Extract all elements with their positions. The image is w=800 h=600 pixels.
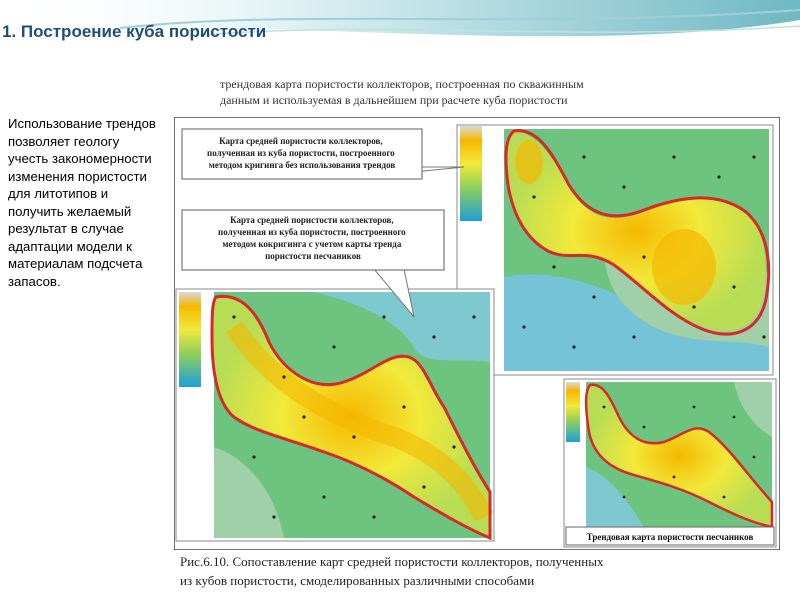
map-kriging bbox=[457, 125, 773, 375]
map-cokriging bbox=[176, 289, 494, 541]
callout-kriging-line-3: методом кригинга без использования трендов bbox=[208, 160, 396, 170]
color-scale bbox=[566, 382, 580, 442]
callout-cokriging-line-3: методом кокригинга с учетом карты тренда bbox=[222, 239, 402, 249]
callout-cokriging-line-4: пористости песчаников bbox=[265, 251, 361, 261]
color-scale bbox=[179, 292, 201, 387]
sidebar-text: Использование трендов позволяет геологу учесть закономерности изменения пористости для литотипов и получить желаемый результат в случае адаптации модели к материалам подсчета запасов. bbox=[8, 116, 156, 289]
svg-text:Карта средней пористости колле bbox=[207, 136, 397, 170]
top-caption-line-1: трендовая карта пористости коллекторов, построенная по скважинным bbox=[220, 77, 584, 91]
callout-kriging-line-1: Карта средней пористости коллекторов, bbox=[219, 136, 383, 146]
color-scale bbox=[460, 126, 482, 221]
page-title: 1. Построение куба пористости bbox=[2, 22, 267, 41]
figure-caption-line-2: из кубов пористости, смоделированных различными способами bbox=[180, 573, 535, 588]
porosity-maps-figure bbox=[174, 117, 780, 550]
callout-kriging bbox=[182, 129, 464, 179]
figure-caption-line-1: Рис.6.10. Сопоставление карт средней пористости коллекторов, полученных bbox=[180, 554, 604, 569]
top-caption bbox=[220, 76, 584, 108]
trend-label: Трендовая карта пористости песчаников bbox=[586, 532, 754, 542]
figure-caption bbox=[180, 552, 603, 590]
callout-kriging-line-2: полученная из куба пористости, построенного bbox=[207, 148, 395, 158]
callout-cokriging-line-1: Карта средней пористости коллекторов, bbox=[230, 215, 394, 225]
map-trend bbox=[564, 379, 776, 547]
top-caption-line-2: данным и используемая в дальнейшем при расчете куба пористости bbox=[220, 93, 568, 107]
callout-cokriging-line-2: полученная из куба пористости, построенного bbox=[218, 227, 406, 237]
